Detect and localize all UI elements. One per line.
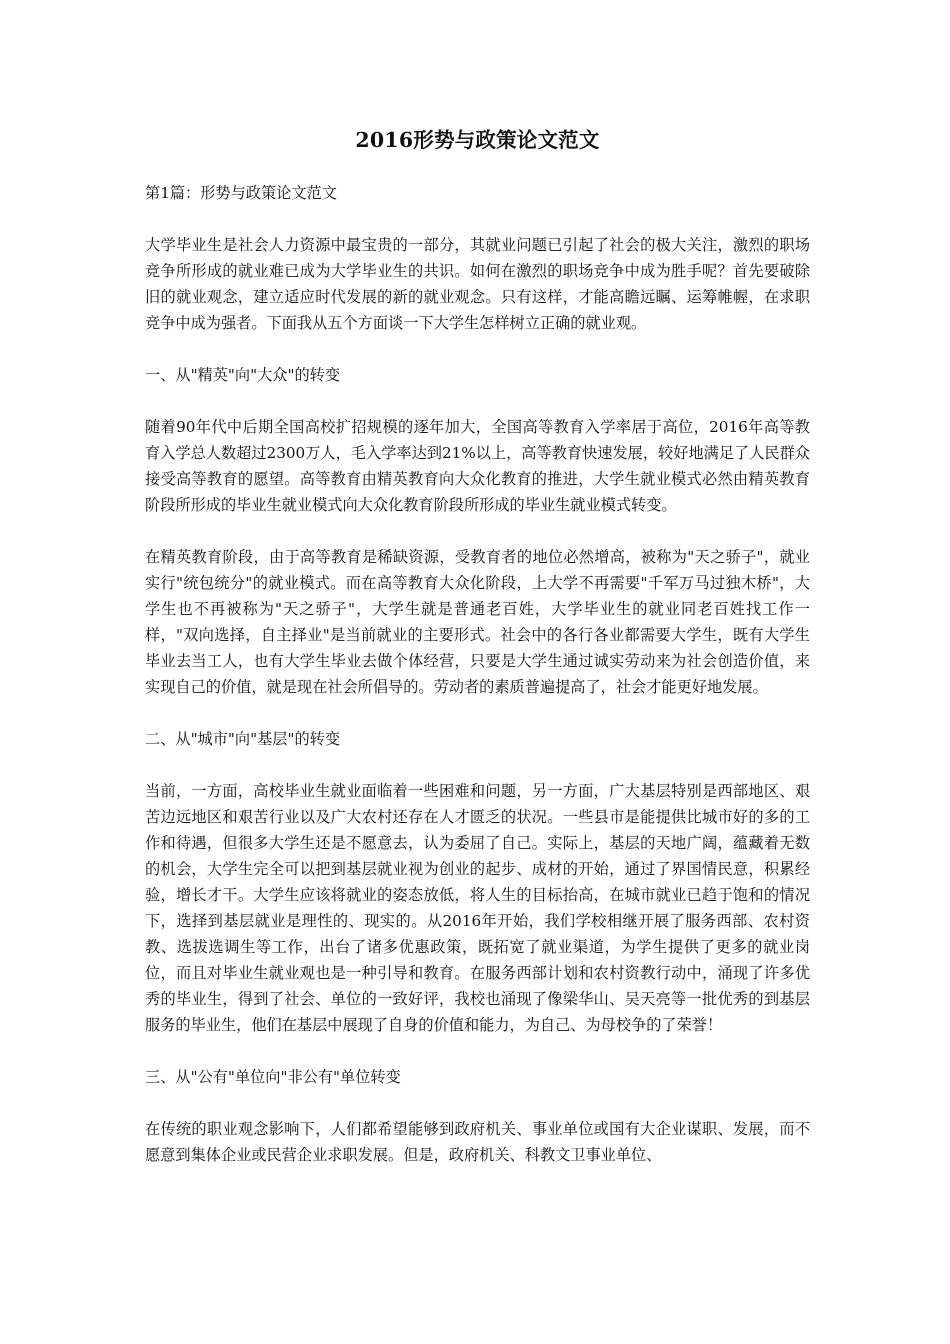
section-heading: 一、从"精英"向"大众"的转变	[145, 366, 341, 384]
section-paragraph: 在传统的职业观念影响下，人们都希望能够到政府机关、事业单位或国有大企业谋职、发展，而不愿意到集体企业或民营企业求职发展。但是，政府机关、科教文卫事业单位、	[145, 1120, 810, 1164]
section-heading: 三、从"公有"单位向"非公有"单位转变	[145, 1068, 401, 1086]
section-paragraph: 在精英教育阶段，由于高等教育是稀缺资源，受教育者的地位必然增高，被称为"天之骄子"，就业实行"统包统分"的就业模式。而在高等教育大众化阶段，上大学不再需要"千军万马过独木桥"，大学生也不再被称为"天之骄子"，大学生就是普通老百姓，大学毕业生的就业同老百姓找工作一样，"双向选择，自主择业"是当前就业的主要形式。社会中的各行各业都需要大学生，既有大学生毕业去当工人，也有大学生毕业去做个体经营，只要是大学生通过诚实劳动来为社会创造价值，来实现自己的价值，就是现在社会所倡导的。劳动者的素质普遍提高了，社会才能更好地发展。	[145, 548, 810, 696]
section-paragraph: 当前，一方面，高校毕业生就业面临着一些困难和问题，另一方面，广大基层特别是西部地区、艰苦边远地区和艰苦行业以及广大农村还存在人才匮乏的状况。一些县市是能提供比城市好的多的工作和待遇，但很多大学生还是不愿意去，认为委屈了自己。实际上，基层的天地广阔，蕴藏着无数的机会，大学生完全可以把到基层就业视为创业的起步、成材的开始，通过了界国情民意，积累经验，增长才干。大学生应该将就业的姿态放低，将人生的目标抬高，在城市就业已趋于饱和的情况下，选择到基层就业是理性的、现实的。从2016年开始，我们学校相继开展了服务西部、农村资教、选拔选调生等工作，出台了诸多优惠政策，既拓宽了就业渠道，为学生提供了更多的就业岗位，而且对毕业生就业观也是一种引导和教育。在服务西部计划和农村资教行动中，涌现了许多优秀的毕业生，得到了社会、单位的一致好评，我校也涌现了像梁华山、吴天亮等一批优秀的到基层服务的毕业生，他们在基层中展现了自身的价值和能力，为自己、为母校争的了荣誉！	[145, 782, 810, 1034]
document-body	[145, 126, 810, 1194]
section-2	[145, 726, 810, 1038]
section-heading: 二、从"城市"向"基层"的转变	[145, 730, 341, 748]
intro-paragraph: 大学毕业生是社会人力资源中最宝贵的一部分，其就业问题已引起了社会的极大关注，激烈的职场竞争所形成的就业难已成为大学毕业生的共识。如何在激烈的职场竞争中成为胜手呢？首先要破除旧的就业观念，建立适应时代发展的新的就业观念。只有这样，才能高瞻远瞩、运筹帷幄，在求职竞争中成为强者。下面我从五个方面谈一下大学生怎样树立正确的就业观。	[145, 236, 810, 332]
section-1	[145, 362, 810, 700]
document-title: 2016形势与政策论文范文	[355, 128, 600, 152]
section-3	[145, 1064, 810, 1168]
part-title: 第1篇：形势与政策论文范文	[145, 184, 337, 202]
section-paragraph: 随着90年代中后期全国高校扩招规模的逐年加大，全国高等教育入学率居于高位，2016年高等教育入学总人数超过2300万人，毛入学率达到21%以上，高等教育快速发展，较好地满足了人民群众接受高等教育的愿望。高等教育由精英教育向大众化教育的推进，大学生就业模式必然由精英教育阶段所形成的毕业生就业模式向大众化教育阶段所形成的毕业生就业模式转变。	[145, 418, 810, 514]
